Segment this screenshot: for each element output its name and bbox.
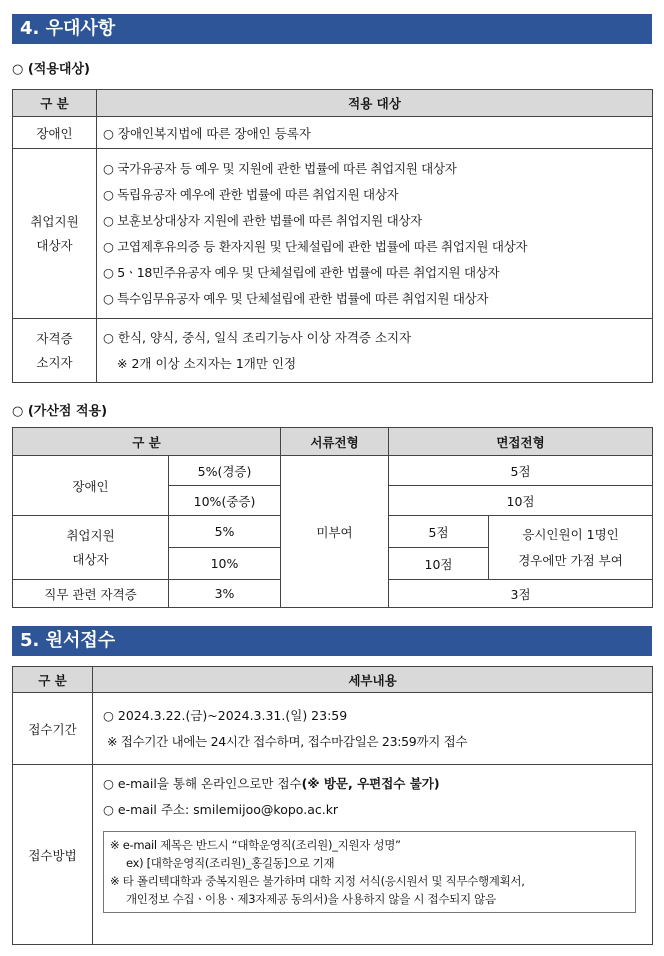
target-license [97,319,653,383]
bonus-rate: 3% [169,580,281,608]
period-label: 접수기간 [13,693,93,765]
category-employment: 취업지원 대상자 [13,149,97,319]
subtitle-target: ○ (적용대상) [12,62,90,77]
header-interview: 면접전형 [389,428,653,456]
target-disabled: ○ 장애인복지법에 따른 장애인 등록자 [97,117,653,149]
bonus-rate: 10% [169,548,281,580]
interview-bonus: 5점 [389,516,489,548]
list-item: ○ 독립유공자 예우에 관한 법률에 따른 취업지원 대상자 [103,186,399,202]
period-details [93,693,653,765]
method-notice-box [103,831,636,913]
interview-note: 응시인원이 1명인 경우에만 가점 부여 [489,516,653,580]
header-document: 서류전형 [281,428,389,456]
interview-bonus: 10점 [389,486,653,516]
notice-line: ex) [대학운영직(조리원)_홍길동]으로 기재 [126,856,335,870]
method-label: 접수방법 [13,765,93,945]
category-disabled: 장애인 [13,117,97,149]
list-item: ○ 보훈보상대상자 지원에 관한 법률에 따른 취업지원 대상자 [103,212,422,228]
application-table [12,666,653,945]
interview-bonus: 5점 [389,456,653,486]
list-item: ○ 5ㆍ18민주유공자 예우 및 단체설립에 관한 법률에 따른 취업지원 대상자 [103,264,500,280]
bonus-disabled-label: 장애인 [13,456,169,516]
bonus-rate: 5% [169,516,281,548]
bonus-rate: 10%(중증) [169,486,281,516]
notice-line: 개인정보 수집ㆍ이용ㆍ제3자제공 동의서)을 사용하지 않을 시 접수되지 않음 [126,892,496,906]
list-item: ○ 국가유공자 등 예우 및 지원에 관한 법률에 따른 취업지원 대상자 [103,160,457,176]
target-table [12,89,653,383]
method-email: ○ e-mail 주소: smilemijoo@kopo.ac.kr [103,802,339,817]
method-restriction: (※ 방문, 우편접수 불가) [301,776,440,791]
period-dates: ○ 2024.3.22.(금)~2024.3.31.(일) 23:59 [103,707,348,723]
header-category: 구 분 [13,428,281,456]
subtitle-bonus: ○ (가산점 적용) [12,404,108,419]
category-license: 자격증 소지자 [13,319,97,383]
header-target: 적용 대상 [97,90,653,117]
section-4-title: 4. 우대사항 [12,14,652,44]
bonus-rate: 5%(경증) [169,456,281,486]
header-category: 구 분 [13,90,97,117]
header-details: 세부내용 [93,667,653,693]
interview-bonus: 3점 [389,580,653,608]
list-item: ○ 고엽제후유의증 등 환자지원 및 단체설립에 관한 법률에 따른 취업지원 대상자 [103,238,528,254]
list-item: ※ 2개 이상 소지자는 1개만 인정 [117,355,297,371]
header-category: 구 분 [13,667,93,693]
list-item: ○ 특수임무유공자 예우 및 단체설립에 관한 법률에 따른 취업지원 대상자 [103,290,489,306]
method-online: ○ e-mail을 통해 온라인으로만 접수(※ 방문, 우편접수 불가) [103,776,440,791]
section-5-title: 5. 원서접수 [12,626,652,656]
target-employment-list [97,149,653,319]
notice-line: ※ 타 폴리텍대학과 중복지원은 불가하며 대학 지정 서식(응시원서 및 직무수행계획서, [110,874,525,888]
period-note: ※ 접수기간 내에는 24시간 접수하며, 접수마감일은 23:59까지 접수 [107,733,468,749]
document-bonus: 미부여 [281,456,389,608]
interview-bonus: 10점 [389,548,489,580]
bonus-employment-label: 취업지원 대상자 [13,516,169,580]
notice-line: ※ e-mail 제목은 반드시 “대학운영직(조리원)_지원자 성명” [110,838,401,852]
bonus-table [12,427,653,608]
bonus-license-label: 직무 관련 자격증 [13,580,169,608]
method-details [93,765,653,945]
list-item: ○ 한식, 양식, 중식, 일식 조리기능사 이상 자격증 소지자 [103,329,412,345]
